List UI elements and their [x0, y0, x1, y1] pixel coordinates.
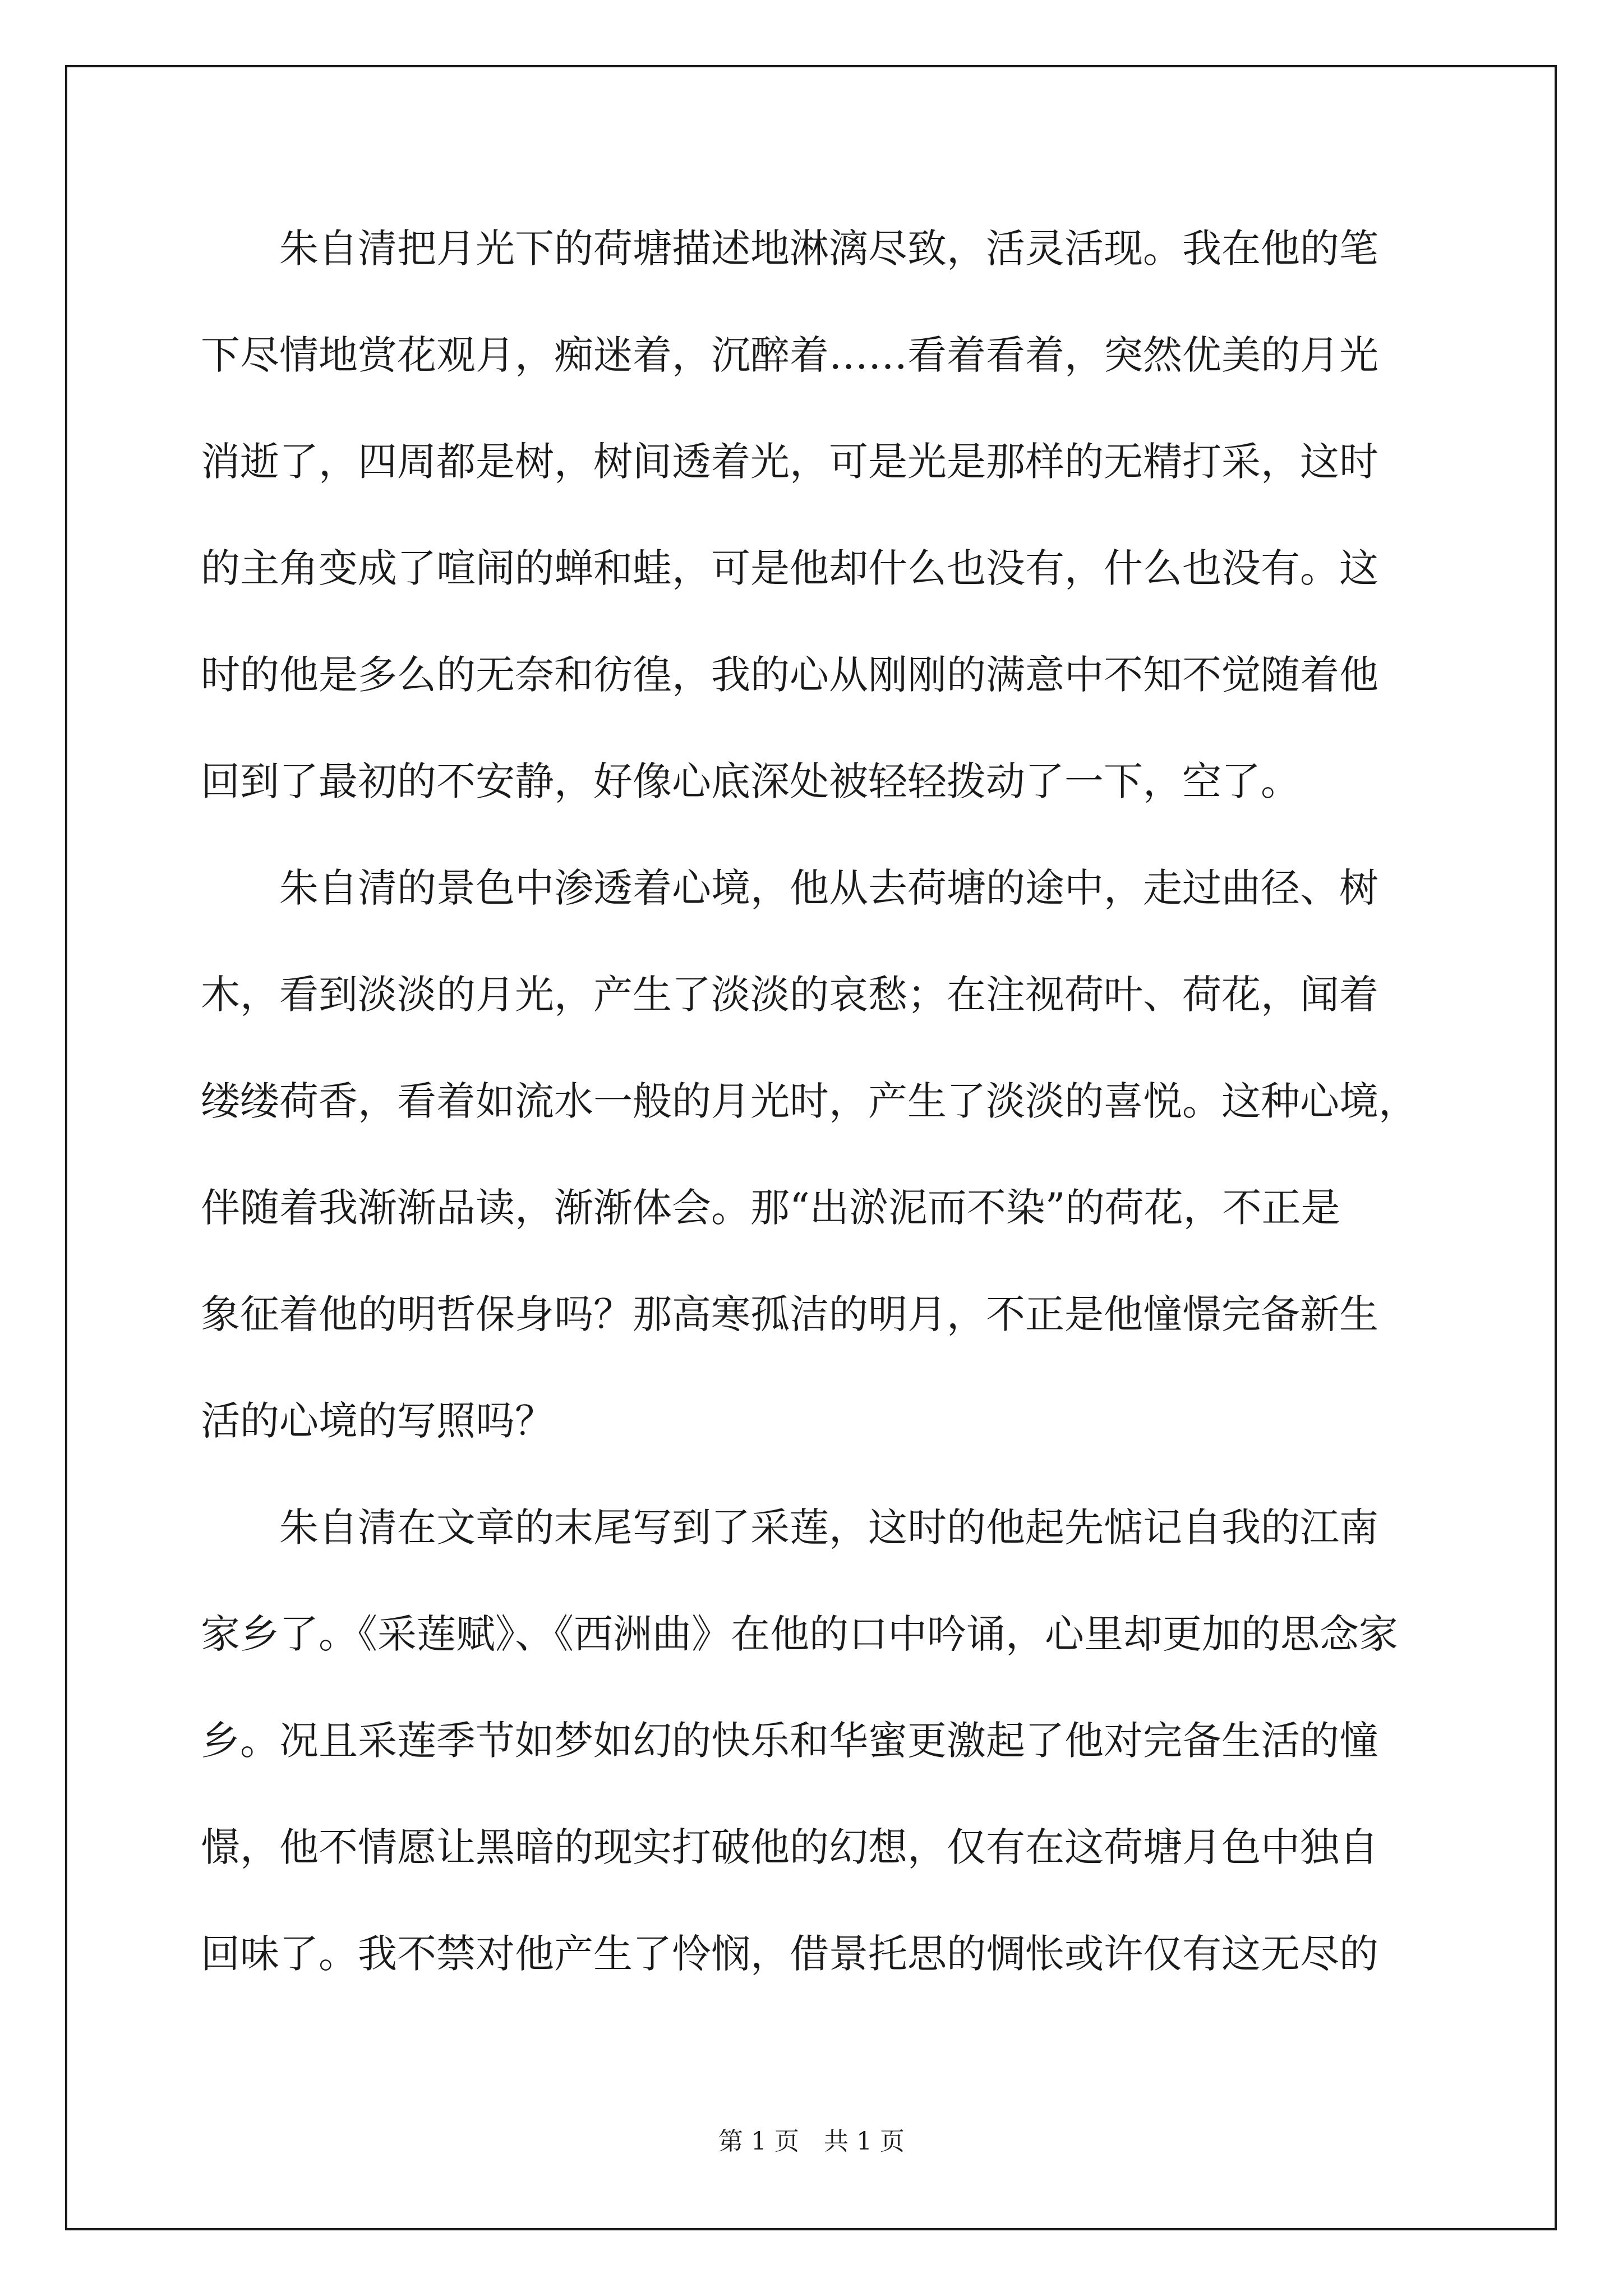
- text-line: 乡。况且采莲季节如梦如幻的快乐和华蜜更激起了他对完备生活的憧: [201, 1718, 1378, 1764]
- text-line: 回味了。我不禁对他产生了怜悯，借景托思的惆怅或许仅有这无尽的: [201, 1931, 1378, 1977]
- text-line: 活的心境的写照吗？: [201, 1398, 554, 1444]
- page-border: [65, 65, 1557, 2230]
- text-line: 缕缕荷香，看着如流水一般的月光时，产生了淡淡的喜悦。这种心境，: [201, 1078, 1418, 1124]
- text-line: 朱自清在文章的末尾写到了采莲，这时的他起先惦记自我的江南: [201, 1504, 1378, 1550]
- text-line: 象征着他的明哲保身吗？那高寒孤洁的明月，不正是他憧憬完备新生: [201, 1291, 1378, 1337]
- text-line: 的主角变成了喧闹的蝉和蛙，可是他却什么也没有，什么也没有。这: [201, 545, 1378, 591]
- text-line: 伴随着我渐渐品读，渐渐体会。那“出淤泥而不染”的荷花，不正是: [201, 1185, 1340, 1231]
- text-line: 时的他是多么的无奈和彷徨，我的心从刚刚的满意中不知不觉随着他: [201, 652, 1378, 698]
- text-line: 憬，他不情愿让黑暗的现实打破他的幻想，仅有在这荷塘月色中独自: [201, 1824, 1378, 1870]
- text-line: 木，看到淡淡的月光，产生了淡淡的哀愁；在注视荷叶、荷花，闻着: [201, 972, 1378, 1018]
- page-footer: 第 1 页 共 1 页: [718, 2127, 905, 2156]
- text-line: 回到了最初的不安静，好像心底深处被轻轻拨动了一下，空了。: [201, 758, 1300, 804]
- text-line: 消逝了，四周都是树，树间透着光，可是光是那样的无精打采，这时: [201, 439, 1378, 485]
- text-line: 家乡了。《采莲赋》、《西洲曲》在他的口中吟诵，心里却更加的思念家: [201, 1611, 1398, 1657]
- text-line: 下尽情地赏花观月，痴迷着，沉醉着……看着看着，突然优美的月光: [201, 332, 1378, 378]
- text-line: 朱自清的景色中渗透着心境，他从去荷塘的途中，走过曲径、树: [201, 865, 1378, 911]
- text-line: 朱自清把月光下的荷塘描述地淋漓尽致，活灵活现。我在他的笔: [201, 226, 1378, 272]
